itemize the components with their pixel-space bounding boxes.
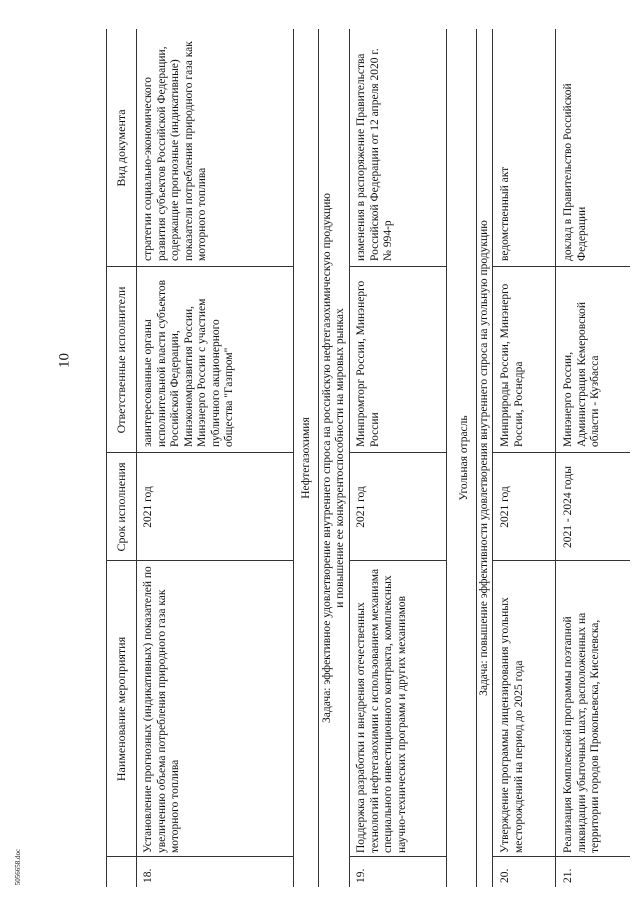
footer-file-code: 5056658.doc xyxy=(14,848,22,886)
row-19-number: 19. xyxy=(355,868,367,883)
row-19-doc-type: изменения в распоряжение Правительства Российской Федерации от 12 апреля 2020 г. № 994-р xyxy=(355,48,395,261)
row-19-bottom-border xyxy=(446,29,447,887)
row-19-executors: Минпромторг России, Минэнерго России xyxy=(355,280,381,447)
row-20-number: 20. xyxy=(499,868,511,883)
row-21-executors: Минэнерго России, Администрация Кемеровской области - Кузбасса xyxy=(562,301,602,447)
col-divider-1-rows20-21 xyxy=(492,856,630,857)
row-18-bottom-border xyxy=(293,29,294,887)
row-18-number: 18. xyxy=(142,868,154,883)
row-21-doc-type: доклад в Правительство Российской Федерации xyxy=(562,83,588,261)
col-divider-1-row19 xyxy=(349,856,446,857)
row-20-bottom-border xyxy=(555,29,556,887)
row-20-name: Утверждение программы лицензирования угольных месторождений на период до 2025 года xyxy=(499,597,525,853)
page-number: 10 xyxy=(56,353,73,368)
section-coal-title: Угольная отрасль xyxy=(458,415,470,501)
row-19-deadline: 2021 год xyxy=(355,486,367,528)
col-divider-4 xyxy=(106,266,293,267)
row-21-name: Реализация Комплексной программы поэтапной ликвидации убыточных шахт, расположенных на территории городов Прокопьевска, Киселевска, xyxy=(562,612,602,853)
section-coal-task: Задача: повышение эффективности удовлетворения внутреннего спроса на угольную продукцию xyxy=(478,220,490,696)
row-21-number: 21. xyxy=(562,868,574,883)
header-bottom-border xyxy=(136,29,137,887)
rotated-table-page xyxy=(106,29,630,887)
row-18-executors: заинтересованные органы исполнительной власти субъектов Российской Федерации, Минэкономразвития России, Минэнерго России с участием публичного акционерного общества "Газпром" xyxy=(142,279,236,447)
row-21-deadline: 2021 - 2024 годы xyxy=(562,466,574,548)
col-divider-1 xyxy=(106,856,293,857)
col-divider-3-row19 xyxy=(349,452,446,453)
header-doc-type: Вид документа xyxy=(114,109,128,187)
col-divider-4-rows20-21 xyxy=(492,266,630,267)
col-divider-2-rows20-21 xyxy=(492,560,630,561)
row-18-doc-type: стратегии социально-экономического развития субъектов Российской Федерации, содержащие прогнозные (индикативные) показатели потребления природного газа как моторного топлива xyxy=(142,41,209,261)
col-divider-2 xyxy=(106,560,293,561)
section-petrochem-task-line2: и повышение ее конкурентоспособности на мировых рынках xyxy=(334,308,346,608)
row-20-doc-type: ведомственный акт xyxy=(499,166,511,261)
section-petrochem-task-line1: Задача: эффективное удовлетворение внутреннего спроса на российскую нефтегазохимическую продукцию xyxy=(321,193,333,723)
header-deadline: Срок исполнения xyxy=(114,462,128,552)
col-divider-3 xyxy=(106,452,293,453)
col-divider-2-row19 xyxy=(349,560,446,561)
row-18-deadline: 2021 год xyxy=(142,486,154,528)
petrochem-task-border xyxy=(349,29,350,887)
row-20-deadline: 2021 год xyxy=(499,486,511,528)
row-18-name: Установление прогнозных (индикативных) показателей по увеличению объема потребления природного газа как моторного топлива xyxy=(142,566,182,853)
row-20-executors: Минприроды России, Минэнерго России, Роснедра xyxy=(499,283,525,447)
header-name: Наименование мероприятия xyxy=(114,636,128,782)
section-petrochem-title: Нефтегазохимия xyxy=(300,417,312,499)
row-19-name: Поддержка разработки и внедрения отечественных технологий нефтегазохимии с использованием механизма специального инвестиционного контракта, комплексных научно-технических программ и других механизмов xyxy=(355,568,408,853)
coal-title-border xyxy=(476,29,477,887)
table-top-border xyxy=(106,29,107,887)
coal-task-border xyxy=(492,29,493,887)
petrochem-title-border xyxy=(318,29,319,887)
col-divider-3-rows20-21 xyxy=(492,452,630,453)
col-divider-4-row19 xyxy=(349,266,446,267)
header-executors: Ответственные исполнители xyxy=(114,286,128,434)
